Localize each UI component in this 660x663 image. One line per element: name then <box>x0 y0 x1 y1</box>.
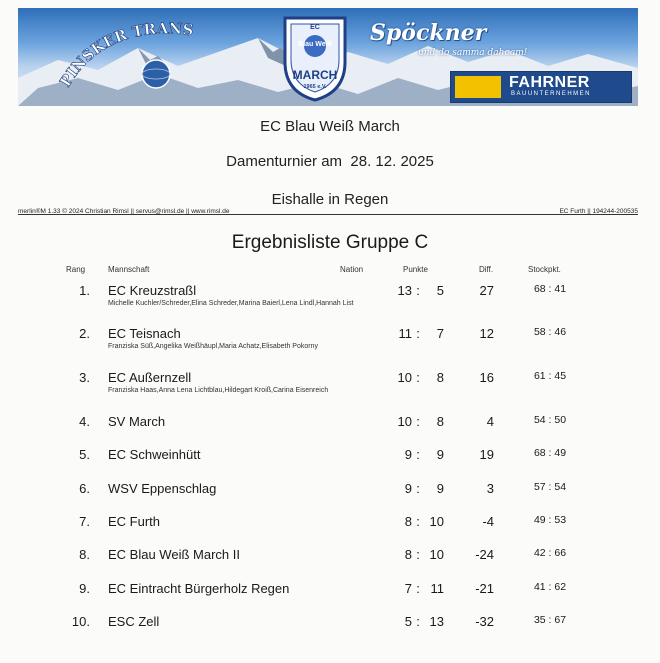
pinsker-trans-logo <box>48 8 218 106</box>
table-row <box>0 481 660 514</box>
rank-cell: 6. <box>79 481 90 496</box>
rank-cell: 7. <box>79 514 90 529</box>
points-separator: : <box>416 481 420 496</box>
points-separator: : <box>416 581 420 596</box>
team-cell: EC Blau Weiß March II <box>108 547 240 562</box>
stock-points-cell: 49 : 53 <box>533 514 567 526</box>
team-cell: EC Schweinhütt <box>108 447 201 462</box>
rank-cell: 10. <box>71 614 90 629</box>
points-separator: : <box>416 447 420 462</box>
club-title: EC Blau Weiß March <box>260 118 400 135</box>
col-rank: Rang <box>66 265 86 274</box>
points-for-cell: 10 <box>397 370 412 385</box>
stock-points-cell: 35 : 67 <box>533 614 567 626</box>
diff-cell: 19 <box>479 447 494 462</box>
tournament-date: 28. 12. 2025 <box>350 153 434 170</box>
team-cell: SV March <box>108 414 166 429</box>
team-cell: EC Eintracht Bürgerholz Regen <box>108 581 290 596</box>
points-for-cell: 7 <box>404 581 412 596</box>
stock-points-cell: 42 : 66 <box>533 547 567 559</box>
points-for-cell: 10 <box>397 414 412 429</box>
diff-cell: 3 <box>486 481 494 496</box>
table-row <box>0 370 660 403</box>
diff-cell: 12 <box>479 326 494 341</box>
team-cell: ESC Zell <box>108 614 160 629</box>
points-for-cell: 5 <box>404 614 412 629</box>
stock-points-cell: 68 : 49 <box>533 447 567 459</box>
team-cell: EC Kreuzstraßl <box>108 283 197 298</box>
team-cell: EC Außernzell <box>108 370 192 385</box>
list-title: Ergebnisliste Gruppe C <box>231 232 429 253</box>
crest-ec: EC <box>310 24 320 31</box>
diff-cell: -4 <box>482 514 494 529</box>
stock-points-cell: 58 : 46 <box>533 326 567 338</box>
points-separator: : <box>416 547 420 562</box>
rank-cell: 9. <box>79 581 90 596</box>
fahrner-name: FAHRNER <box>509 74 590 91</box>
rank-cell: 1. <box>79 283 90 298</box>
rank-cell: 2. <box>79 326 90 341</box>
diff-cell: 16 <box>479 370 494 385</box>
diff-cell: 27 <box>479 283 494 298</box>
points-against-cell: 9 <box>436 481 444 496</box>
spoeckner-slogan: und do samma dahoam! <box>418 48 528 58</box>
players-cell: Franziska Haas,Anna Lena Lichtblau,Hildegart Kroiß,Carina Eisenreich <box>108 387 329 394</box>
stock-points-cell: 68 : 41 <box>533 283 567 295</box>
points-against-cell: 10 <box>429 514 444 529</box>
stock-points-cell: 54 : 50 <box>533 414 567 426</box>
points-for-cell: 13 <box>397 283 412 298</box>
points-against-cell: 13 <box>429 614 444 629</box>
points-against-cell: 9 <box>436 447 444 462</box>
sponsor-banner <box>18 8 638 106</box>
col-nation: Nation <box>340 265 364 274</box>
points-against-cell: 11 <box>430 581 444 596</box>
team-cell: WSV Eppenschlag <box>108 481 217 496</box>
team-cell: EC Furth <box>108 514 161 529</box>
fahrner-logo <box>450 71 632 103</box>
reference-code: EC Furth || 194244-200535 <box>559 208 638 215</box>
points-for-cell: 11 <box>398 326 412 341</box>
points-against-cell: 5 <box>436 283 444 298</box>
table-row <box>0 326 660 359</box>
points-for-cell: 9 <box>404 481 412 496</box>
table-row <box>0 514 660 547</box>
rank-cell: 5. <box>79 447 90 462</box>
stock-points-cell: 61 : 45 <box>533 370 567 382</box>
points-for-cell: 9 <box>404 447 412 462</box>
stock-points-cell: 57 : 54 <box>533 481 567 493</box>
col-diff: Diff. <box>479 265 494 274</box>
venue-title: Eishalle in Regen <box>271 191 389 208</box>
crest-founded: 1965 e.V. <box>303 84 327 90</box>
crest-march: MARCH <box>292 68 338 82</box>
crest-blau-weiss: Blau Weiß <box>298 41 332 48</box>
header-divider <box>18 214 638 215</box>
players-cell: Franziska Süß,Angelika Weißhäupl,Maria Achatz,Elisabeth Pokorny <box>108 343 318 350</box>
table-row <box>0 447 660 480</box>
software-credit: merlin®M 1.33 © 2024 Christian Rimsl || servus@rimsl.de || www.rimsl.de <box>18 208 230 215</box>
points-for-cell: 8 <box>404 514 412 529</box>
spoeckner-logo: Spöckner <box>370 20 487 46</box>
team-cell: EC Teisnach <box>108 326 181 341</box>
points-separator: : <box>416 370 420 385</box>
stock-points-cell: 41 : 62 <box>533 581 567 593</box>
tournament-label: Damenturnier am <box>226 153 343 170</box>
diff-cell: 4 <box>486 414 494 429</box>
diff-cell: -32 <box>475 614 494 629</box>
points-separator: : <box>416 614 420 629</box>
rank-cell: 4. <box>79 414 90 429</box>
players-cell: Michelle Kuchler/Schreder,Elina Schreder,Marina Baierl,Lena Lindl,Hannah List <box>108 300 354 307</box>
diff-cell: -21 <box>475 581 494 596</box>
col-stock: Stockpkt. <box>528 265 561 274</box>
points-against-cell: 10 <box>429 547 444 562</box>
points-against-cell: 8 <box>436 414 444 429</box>
col-points: Punkte <box>403 265 428 274</box>
fahrner-subtitle: BAUUNTERNEHMEN <box>511 91 592 97</box>
points-against-cell: 7 <box>436 326 444 341</box>
points-separator: : <box>416 283 420 298</box>
diff-cell: -24 <box>475 547 494 562</box>
club-crest <box>280 12 350 102</box>
tournament-title <box>0 153 660 170</box>
table-row <box>0 614 660 647</box>
points-for-cell: 8 <box>404 547 412 562</box>
rank-cell: 3. <box>79 370 90 385</box>
svg-text:PINSKER TRANS: PINSKER TRANS <box>56 19 195 90</box>
points-separator: : <box>416 414 420 429</box>
points-against-cell: 8 <box>436 370 444 385</box>
rank-cell: 8. <box>79 547 90 562</box>
points-separator: : <box>416 514 420 529</box>
table-row <box>0 283 660 316</box>
col-team: Mannschaft <box>108 265 150 274</box>
table-row <box>0 414 660 447</box>
points-separator: : <box>416 326 420 341</box>
fahrner-mark-icon <box>455 76 501 98</box>
table-row <box>0 547 660 580</box>
table-row <box>0 581 660 614</box>
